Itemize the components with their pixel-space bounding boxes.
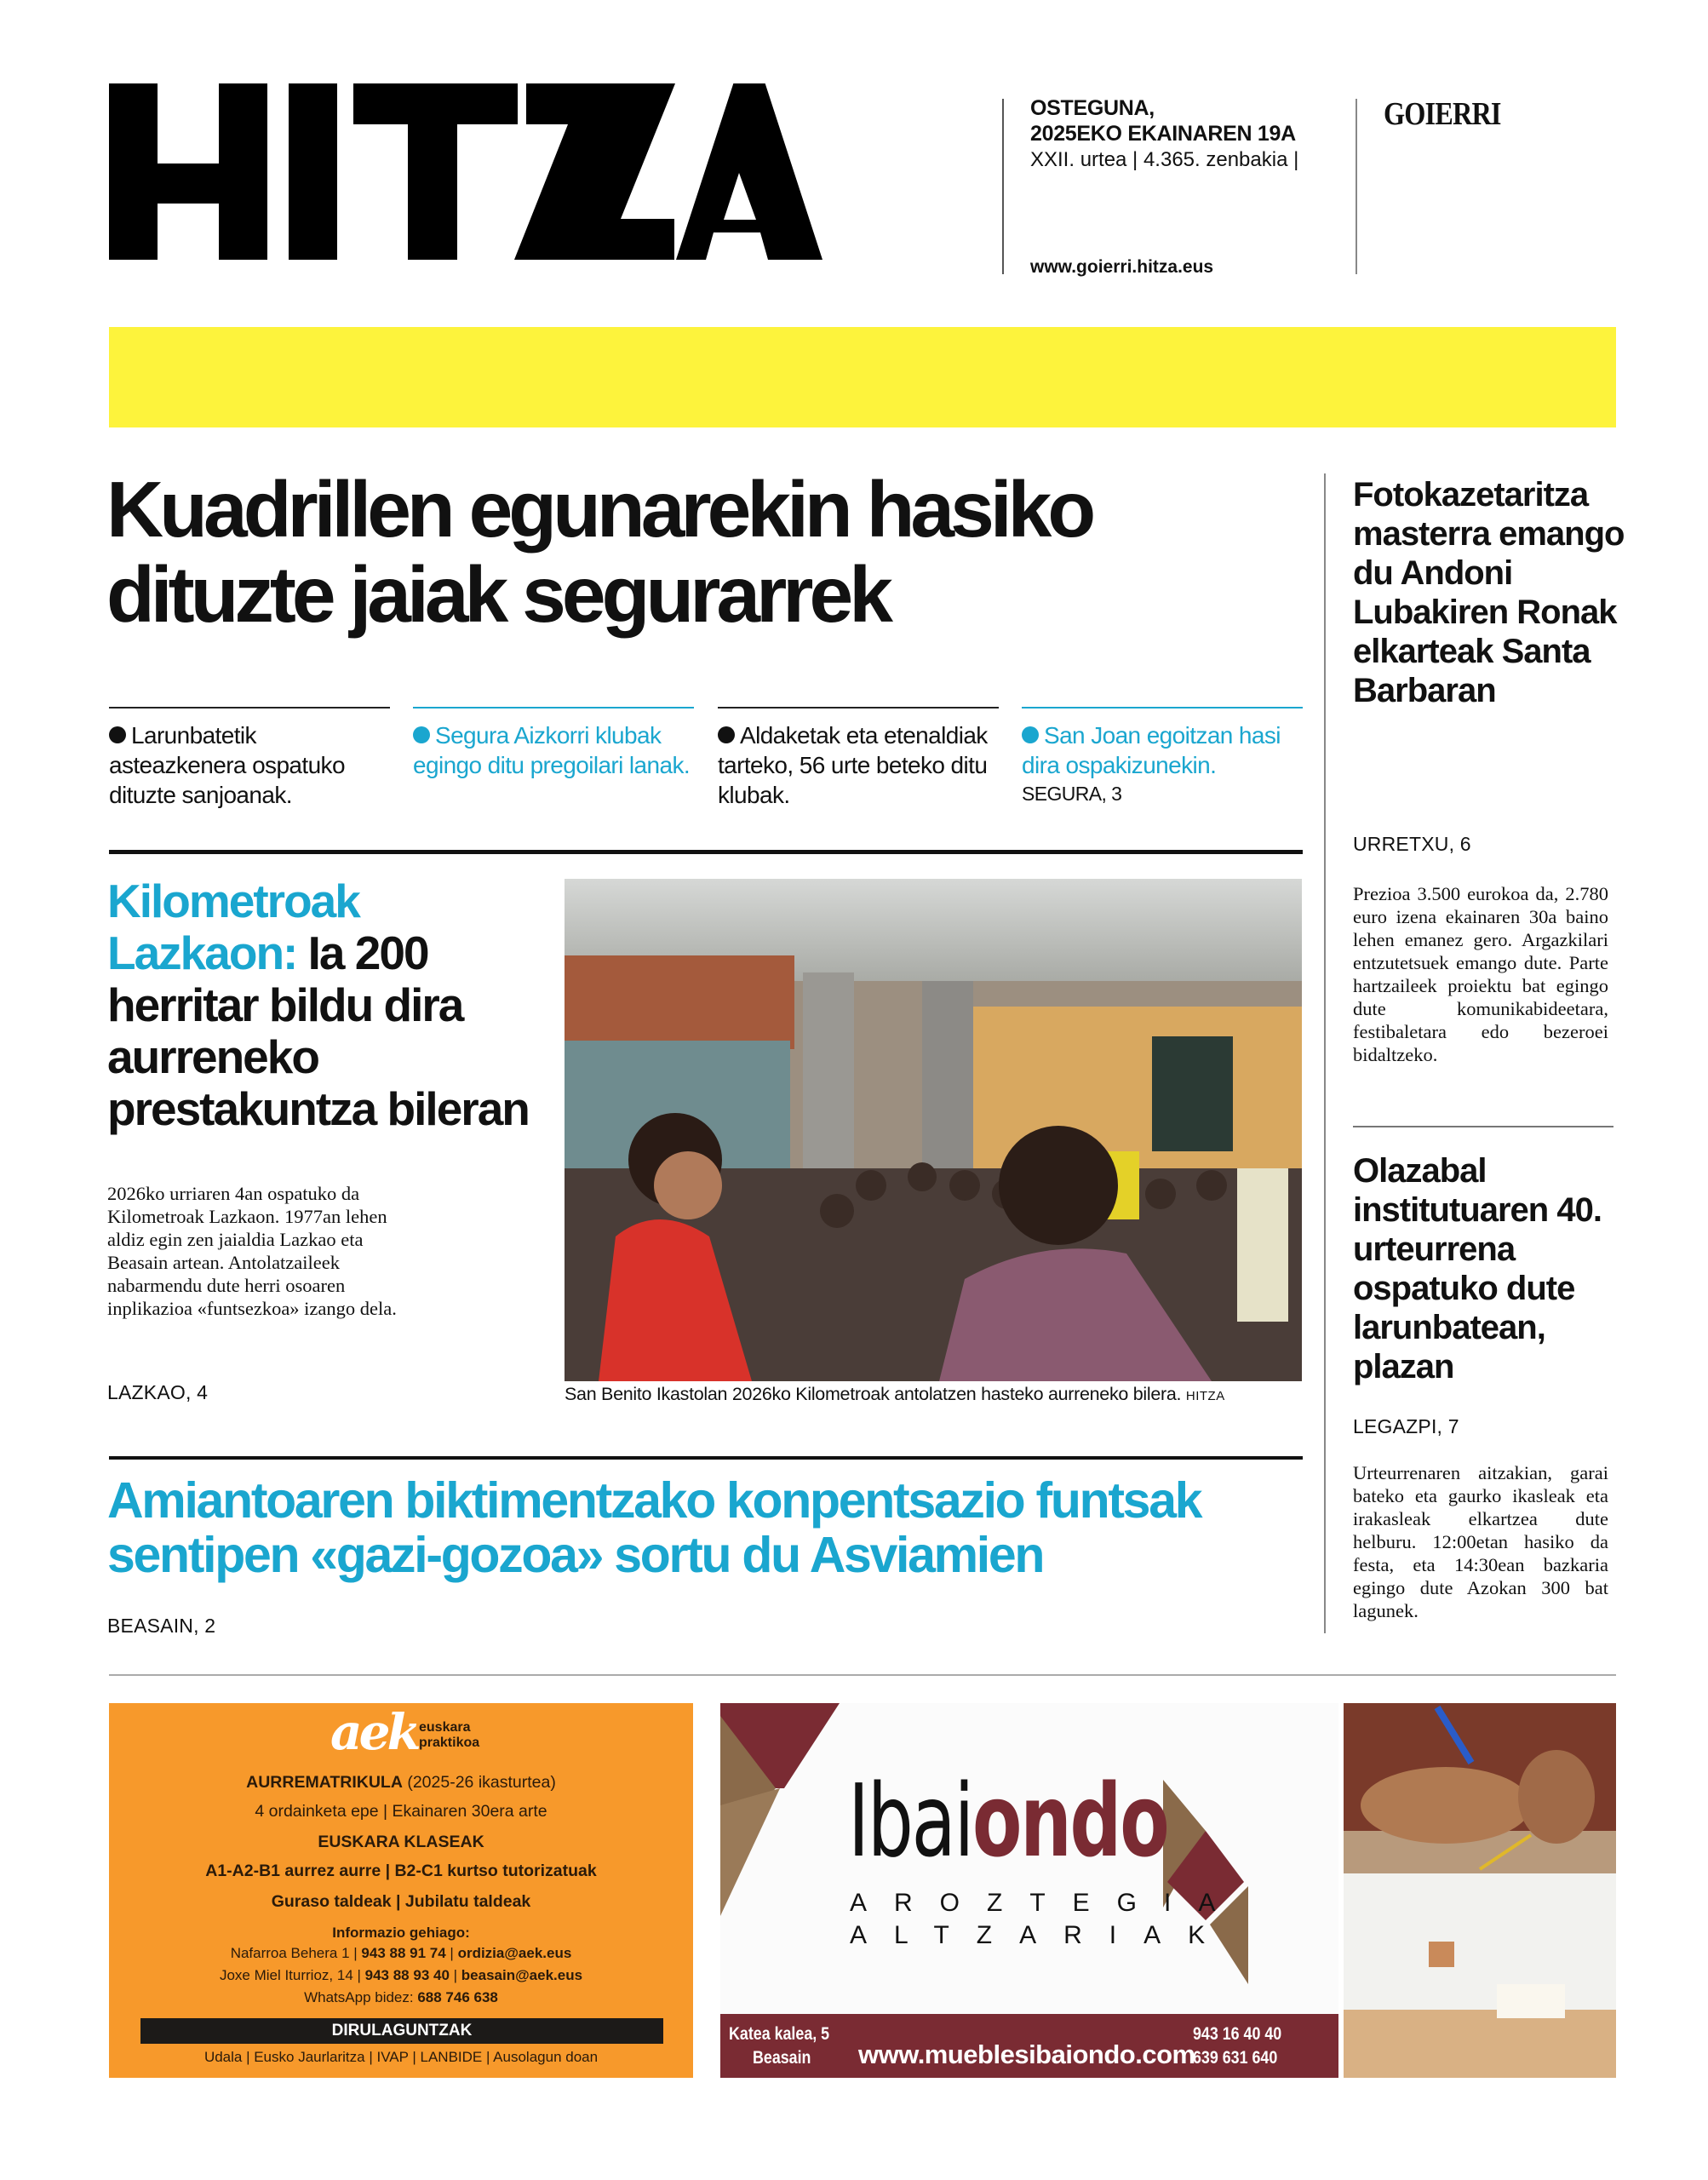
teaser-text: Segura Aizkorri klubak egingo ditu pregoilari lanak. [413, 722, 691, 778]
photo-credit: HITZA [1185, 1389, 1225, 1403]
ibaiondo-tag-1: AROZTEGIA [850, 1889, 1243, 1917]
aek-phone-1[interactable]: 943 88 91 74 [361, 1945, 446, 1961]
urretxu-headline[interactable]: Fotokazetaritza masterra emango du Andoni Lubakiren Ronak elkarteak Santa Barbaran [1353, 476, 1625, 709]
aek-address-1: Nafarroa Behera 1 | [230, 1945, 362, 1961]
ibaiondo-address-town: Beasain [753, 2048, 811, 2068]
aek-logo [330, 1703, 501, 1761]
ibaiondo-photos [1344, 1703, 1616, 2078]
aek-whatsapp-label: WhatsApp bidez: [304, 1989, 418, 2005]
date: 2025EKO EKAINAREN 19A [1030, 122, 1296, 146]
bullet-icon [1022, 726, 1039, 743]
aek-contact-beasain: Joxe Miel Iturrioz, 14 | 943 88 93 40 | beasain@aek.eus [219, 1967, 583, 1983]
bullet-icon [718, 726, 735, 743]
aek-contact-ordizia: Nafarroa Behera 1 | 943 88 91 74 | ordizia@aek.eus [230, 1945, 572, 1961]
aek-sub2: praktikoa [419, 1735, 480, 1750]
lazkao-headline[interactable] [107, 875, 550, 1135]
teaser-1[interactable] [109, 707, 390, 810]
aek-whatsapp-number[interactable]: 688 746 638 [417, 1989, 498, 2005]
aek-info-title: Informazio gehiago: [332, 1925, 470, 1941]
ibaiondo-tag-2: ALTZARIAK [850, 1921, 1233, 1949]
date-block [1030, 95, 1354, 174]
teaser-4[interactable] [1022, 707, 1303, 807]
ibaiondo-photo-collage [1344, 1703, 1616, 2078]
bullet-icon [413, 726, 430, 743]
edition-name: GOIERRI [1384, 96, 1501, 132]
teaser-text: Larunbatetik asteazkenera ospatuko dituzte sanjoanak. [109, 722, 345, 808]
aek-groups: Guraso taldeak | Jubilatu taldeak [271, 1892, 531, 1911]
teaser-3[interactable] [718, 707, 999, 810]
asbestos-headline[interactable]: Amiantoaren biktimentzako konpentsazio funtsak sentipen «gazi-gozoa» sortu du Asviamien [107, 1472, 1201, 1583]
teaser-location: SEGURA, 3 [1022, 783, 1122, 805]
ibaiondo-footer [720, 2014, 1338, 2078]
aek-levels: A1-A2-B1 aurrez aurre | B2-C1 kurtso tutorizatuak [205, 1862, 597, 1880]
legazpi-body: Urteurrenaren aitzakian, garai bateko eta gaurko ikasleak eta irakasleak elkartzea dute helburu. 12:00etan hasiko da festa, eta 14:30ean bazkaria egingo dute Azokan 300 bat lagunek. [1353, 1462, 1608, 1621]
legazpi-headline[interactable]: Olazabal institutuaren 40. urteurrena ospatuko dute larunbatean, plazan [1353, 1152, 1602, 1385]
aek-payment: 4 ordainketa epe | Ekainaren 30era arte [255, 1802, 547, 1821]
aek-grants: Udala | Eusko Jaurlaritza | IVAP | LANBIDE | Ausolagun doan [203, 2049, 599, 2065]
brand-red: ondo [972, 1762, 1168, 1879]
bullet-icon [109, 726, 126, 743]
story-divider [1353, 1126, 1613, 1127]
teaser-text: San Joan egoitzan hasi dira ospakizunekin. [1022, 722, 1281, 778]
aek-email-1[interactable]: ordizia@aek.eus [457, 1945, 572, 1961]
teaser-2[interactable] [413, 707, 694, 780]
section-divider [109, 850, 1303, 854]
aek-classes-title: EUSKARA KLASEAK [318, 1833, 484, 1851]
column-divider [1324, 473, 1326, 1633]
hitza-logo[interactable] [109, 83, 858, 279]
headline-kicker: Kilometroak Lazkaon: [107, 875, 359, 979]
section-divider [109, 1456, 1303, 1460]
ibaiondo-advertisement[interactable] [720, 1703, 1338, 2078]
teaser-text: Aldaketak eta etenaldiak tarteko, 56 urte beteko ditu klubak. [718, 722, 988, 808]
issue-info: XXII. urtea | 4.365. zenbakia | [1030, 148, 1299, 171]
aek-advertisement[interactable] [109, 1703, 693, 2078]
ibaiondo-phone-1[interactable]: 943 16 40 40 [1193, 2024, 1282, 2044]
aek-wordmark: aek [330, 1703, 418, 1761]
urretxu-body: Prezioa 3.500 eurokoa da, 2.780 euro izena ekainaren 30a baino lehen emanez gero. Argazkilari entzutetsuek emango dute. Parte hartzaileek proiektu bat egingo dute komunikabideetara, festibaletara edo bezeroei bidaltzeko. [1353, 883, 1608, 1065]
photo-caption [565, 1384, 1225, 1405]
urretxu-location: URRETXU, 6 [1353, 833, 1471, 855]
weekday: OSTEGUNA, [1030, 96, 1155, 120]
aek-prereg-title: AURREMATRIKULA [246, 1773, 403, 1792]
lead-headline[interactable]: Kuadrillen egunarekin hasiko dituzte jaiak segurarrek [106, 465, 1092, 639]
aek-email-2[interactable]: beasain@aek.eus [461, 1967, 583, 1983]
aek-prereg-year: (2025-26 ikasturtea) [402, 1773, 556, 1792]
asbestos-location: BEASAIN, 2 [107, 1615, 216, 1637]
ads-divider [109, 1674, 1616, 1676]
ibaiondo-website[interactable]: www.mueblesibaiondo.com [858, 2039, 1195, 2069]
aek-sub1: euskara [419, 1720, 471, 1735]
caption-text: San Benito Ikastolan 2026ko Kilometroak antolatzen hasteko aurreneko bilera. [565, 1384, 1182, 1404]
masthead-divider-right [1356, 99, 1357, 274]
ibaiondo-address-street: Katea kalea, 5 [729, 2024, 830, 2044]
aek-address-2: Joxe Miel Iturrioz, 14 | [219, 1967, 365, 1983]
lazkao-location: LAZKAO, 4 [107, 1381, 209, 1403]
ibaiondo-brand [848, 1762, 1168, 1879]
photo-crowd-meeting [565, 879, 1302, 1381]
yellow-banner [109, 327, 1616, 427]
ibaiondo-phone-2[interactable]: 639 631 640 [1193, 2048, 1278, 2068]
masthead-divider-left [1002, 99, 1004, 274]
meeting-photo[interactable] [565, 879, 1302, 1381]
headline-text: Ia 200 herritar bildu dira aurreneko prestakuntza bileran [107, 926, 529, 1135]
aek-whatsapp [109, 1989, 693, 2006]
legazpi-location: LEGAZPI, 7 [1353, 1415, 1459, 1437]
lazkao-body: 2026ko urriaren 4an ospatuko da Kilometroak Lazkaon. 1977an lehen aldiz egin zen jaialdia Lazkao eta Beasain artean. Antolatzaileek nabarmendu dute herri osoaren inplikazioa «funtsezkoa» izango dela. [107, 1183, 397, 1319]
aek-preregistration [109, 1773, 693, 1793]
aek-phone-2[interactable]: 943 88 93 40 [364, 1967, 450, 1983]
aek-grants-bar: DIRULAGUNTZAK [140, 2018, 663, 2044]
brand-black: Ibai [848, 1762, 973, 1879]
website-link[interactable]: www.goierri.hitza.eus [1030, 257, 1214, 277]
